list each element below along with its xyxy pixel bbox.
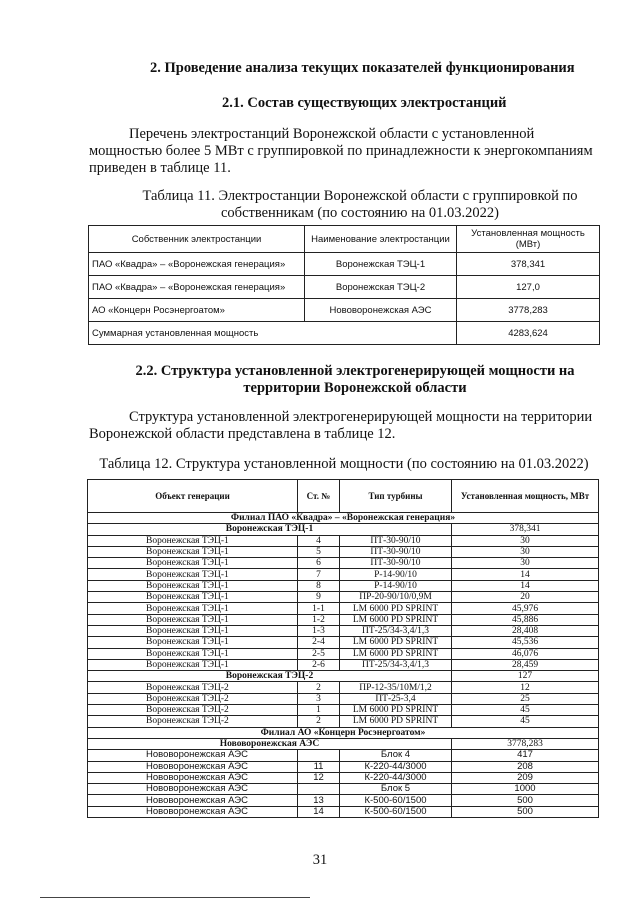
power-cell: 45,886 [452,614,599,625]
object-cell: Нововоронежская АЭС [88,750,298,761]
table-row [88,761,599,772]
turbine-type-cell: ПТ-30-90/10 [340,558,452,569]
table-row [88,693,599,704]
turbine-type-cell: К-220-44/3000 [340,772,452,783]
power-cell: 500 [452,795,599,806]
station-number-cell: 2-5 [298,648,340,659]
object-cell: Нововоронежская АЭС [88,795,298,806]
table-row [88,625,599,636]
plant2-rows [88,682,599,727]
power-cell: 500 [452,806,599,817]
object-cell: Воронежская ТЭЦ-1 [88,603,298,614]
turbine-type-cell: ПР-12-35/10М/1,2 [340,682,452,693]
power-cell: 209 [452,772,599,783]
power-cell: 30 [452,558,599,569]
power-cell: 1000 [452,784,599,795]
power-cell: 25 [452,693,599,704]
object-cell: Воронежская ТЭЦ-2 [88,705,298,716]
plant-total: 127 [452,671,599,682]
turbine-type-cell: К-500-60/1500 [340,795,452,806]
plant-total-row [88,671,599,682]
turbine-type-cell: ПТ-25-3,4 [340,693,452,704]
total-value: 4283,624 [457,322,600,345]
turbine-type-cell: LM 6000 PD SPRINT [340,603,452,614]
station-number-cell: 1-3 [298,625,340,636]
table-row [88,569,599,580]
station-number-cell: 5 [298,546,340,557]
plant-total: 378,341 [452,524,599,535]
paragraph-structure [89,409,601,443]
table-row [88,682,599,693]
table-row [88,705,599,716]
paragraph-line: Структура установленной электрогенерирующей мощности на территории [129,409,593,425]
plant-cell: Воронежская ТЭЦ-1 [305,253,457,276]
table-row [88,795,599,806]
power-cell: 378,341 [457,253,600,276]
plant-name: Воронежская ТЭЦ-2 [88,671,452,682]
station-number-cell: 4 [298,535,340,546]
page-number: 31 [312,852,328,868]
table-row [88,614,599,625]
table-row [88,659,599,670]
station-number-cell: 14 [298,806,340,817]
object-cell: Воронежская ТЭЦ-1 [88,546,298,557]
object-cell: Воронежская ТЭЦ-1 [88,592,298,603]
station-number-cell: 1-1 [298,603,340,614]
table-total-row [89,322,600,345]
table-header-row [88,480,599,513]
object-cell: Воронежская ТЭЦ-2 [88,693,298,704]
table-12 [87,479,599,818]
plant-total-row [88,524,599,535]
turbine-type-cell: Блок 5 [340,784,452,795]
table-row [88,716,599,727]
table-row [88,772,599,783]
power-cell: 45,536 [452,637,599,648]
power-cell: 28,408 [452,625,599,636]
table-row [88,580,599,591]
owner-cell: ПАО «Квадра» – «Воронежская генерация» [89,253,305,276]
turbine-type-cell: Р-14-90/10 [340,580,452,591]
table-row [88,558,599,569]
power-cell: 20 [452,592,599,603]
column-header: Тип турбины [340,480,452,513]
table12-caption: Таблица 12. Структура установленной мощности (по состоянию на 01.03.2022) [99,456,589,472]
plant3-rows [88,750,599,818]
owner-cell: ПАО «Квадра» – «Воронежская генерация» [89,276,305,299]
plant1-rows [88,535,599,671]
table-row [88,637,599,648]
object-cell: Воронежская ТЭЦ-1 [88,569,298,580]
station-number-cell: 2 [298,716,340,727]
turbine-type-cell: ПТ-25/34-3,4/1,3 [340,659,452,670]
object-cell: Воронежская ТЭЦ-1 [88,614,298,625]
group-row [88,727,599,738]
paragraph-line: Воронежской области представлена в таблице 12. [89,426,396,442]
column-header: Наименование электростанции [305,226,457,253]
table-row [88,592,599,603]
turbine-type-cell: LM 6000 PD SPRINT [340,637,452,648]
power-cell: 30 [452,546,599,557]
turbine-type-cell: Блок 4 [340,750,452,761]
column-header: Объект генерации [88,480,298,513]
object-cell: Воронежская ТЭЦ-2 [88,716,298,727]
station-number-cell: 12 [298,772,340,783]
object-cell: Воронежская ТЭЦ-2 [88,682,298,693]
owner-cell: АО «Концерн Росэнергоатом» [89,299,305,322]
station-number-cell: 6 [298,558,340,569]
station-number-cell: 1-2 [298,614,340,625]
plant-cell: Воронежская ТЭЦ-2 [305,276,457,299]
table-11 [88,225,600,345]
table-header-row [89,226,600,253]
group-label: Филиал ПАО «Квадра» – «Воронежская генерация» [88,513,599,524]
object-cell: Воронежская ТЭЦ-1 [88,625,298,636]
power-cell: 46,076 [452,648,599,659]
power-cell: 45,976 [452,603,599,614]
table-row [88,603,599,614]
paragraph-line: Перечень электростанций Воронежской области с установленной [129,126,535,142]
turbine-type-cell: LM 6000 PD SPRINT [340,705,452,716]
turbine-type-cell: ПР-20-90/10/0,9М [340,592,452,603]
station-number-cell: 9 [298,592,340,603]
table-row [88,648,599,659]
turbine-type-cell: ПТ-25/34-3,4/1,3 [340,625,452,636]
object-cell: Нововоронежская АЭС [88,806,298,817]
power-cell: 12 [452,682,599,693]
station-number-cell: 2 [298,682,340,693]
power-cell: 30 [452,535,599,546]
caption-line: Таблица 11. Электростанции Воронежской области с группировкой по [142,188,578,204]
plant-name: Нововоронежская АЭС [88,738,452,749]
turbine-type-cell: LM 6000 PD SPRINT [340,614,452,625]
table-row [89,253,600,276]
power-cell: 14 [452,569,599,580]
footer-rule [40,897,310,898]
caption-line: собственникам (по состоянию на 01.03.2022) [221,205,499,221]
object-cell: Нововоронежская АЭС [88,784,298,795]
station-number-cell: 13 [298,795,340,806]
plant-name: Воронежская ТЭЦ-1 [88,524,452,535]
turbine-type-cell: ПТ-30-90/10 [340,535,452,546]
paragraph-line: приведен в таблице 11. [89,160,231,176]
turbine-type-cell: LM 6000 PD SPRINT [340,716,452,727]
plant-total-row [88,738,599,749]
paragraph-intro [89,126,601,177]
object-cell: Нововоронежская АЭС [88,772,298,783]
power-cell: 28,459 [452,659,599,670]
column-header: Установленная мощность, МВт [452,480,599,513]
power-cell: 417 [452,750,599,761]
object-cell: Воронежская ТЭЦ-1 [88,648,298,659]
object-cell: Воронежская ТЭЦ-1 [88,580,298,591]
group-row [88,513,599,524]
section-heading: 2. Проведение анализа текущих показателей функционирования [150,60,575,76]
station-number-cell [298,784,340,795]
turbine-type-cell: Р-14-90/10 [340,569,452,580]
turbine-type-cell: К-500-60/1500 [340,806,452,817]
station-number-cell [298,750,340,761]
group-label: Филиал АО «Концерн Росэнергоатом» [88,727,599,738]
column-header: Ст. № [298,480,340,513]
table-row [88,546,599,557]
table-row [88,750,599,761]
table11-caption [110,188,610,222]
power-cell: 208 [452,761,599,772]
paragraph-line: мощностью более 5 МВт с группировкой по принадлежности к энергокомпаниям [89,143,593,159]
column-header: Собственник электростанции [89,226,305,253]
heading-line: территории Воронежской области [243,380,467,396]
plant-cell: Нововоронежская АЭС [305,299,457,322]
plant-total: 3778,283 [452,738,599,749]
turbine-type-cell: ПТ-30-90/10 [340,546,452,557]
object-cell: Воронежская ТЭЦ-1 [88,637,298,648]
column-header: Установленная мощность (МВт) [457,226,600,253]
table-row [88,806,599,817]
power-cell: 127,0 [457,276,600,299]
table-row [88,784,599,795]
table-row [89,276,600,299]
subsection-heading: 2.1. Состав существующих электростанций [222,95,507,111]
station-number-cell: 2-4 [298,637,340,648]
object-cell: Воронежская ТЭЦ-1 [88,659,298,670]
turbine-type-cell: LM 6000 PD SPRINT [340,648,452,659]
power-cell: 45 [452,716,599,727]
heading-line: 2.2. Структура установленной электрогенерирующей мощности на [135,363,575,379]
total-label: Суммарная установленная мощность [89,322,457,345]
station-number-cell: 11 [298,761,340,772]
power-cell: 3778,283 [457,299,600,322]
table-row [89,299,600,322]
object-cell: Воронежская ТЭЦ-1 [88,558,298,569]
subsection-2-heading [120,363,590,397]
station-number-cell: 8 [298,580,340,591]
station-number-cell: 7 [298,569,340,580]
table-row [88,535,599,546]
power-cell: 45 [452,705,599,716]
object-cell: Воронежская ТЭЦ-1 [88,535,298,546]
object-cell: Нововоронежская АЭС [88,761,298,772]
turbine-type-cell: К-220-44/3000 [340,761,452,772]
station-number-cell: 1 [298,705,340,716]
power-cell: 14 [452,580,599,591]
station-number-cell: 3 [298,693,340,704]
station-number-cell: 2-6 [298,659,340,670]
